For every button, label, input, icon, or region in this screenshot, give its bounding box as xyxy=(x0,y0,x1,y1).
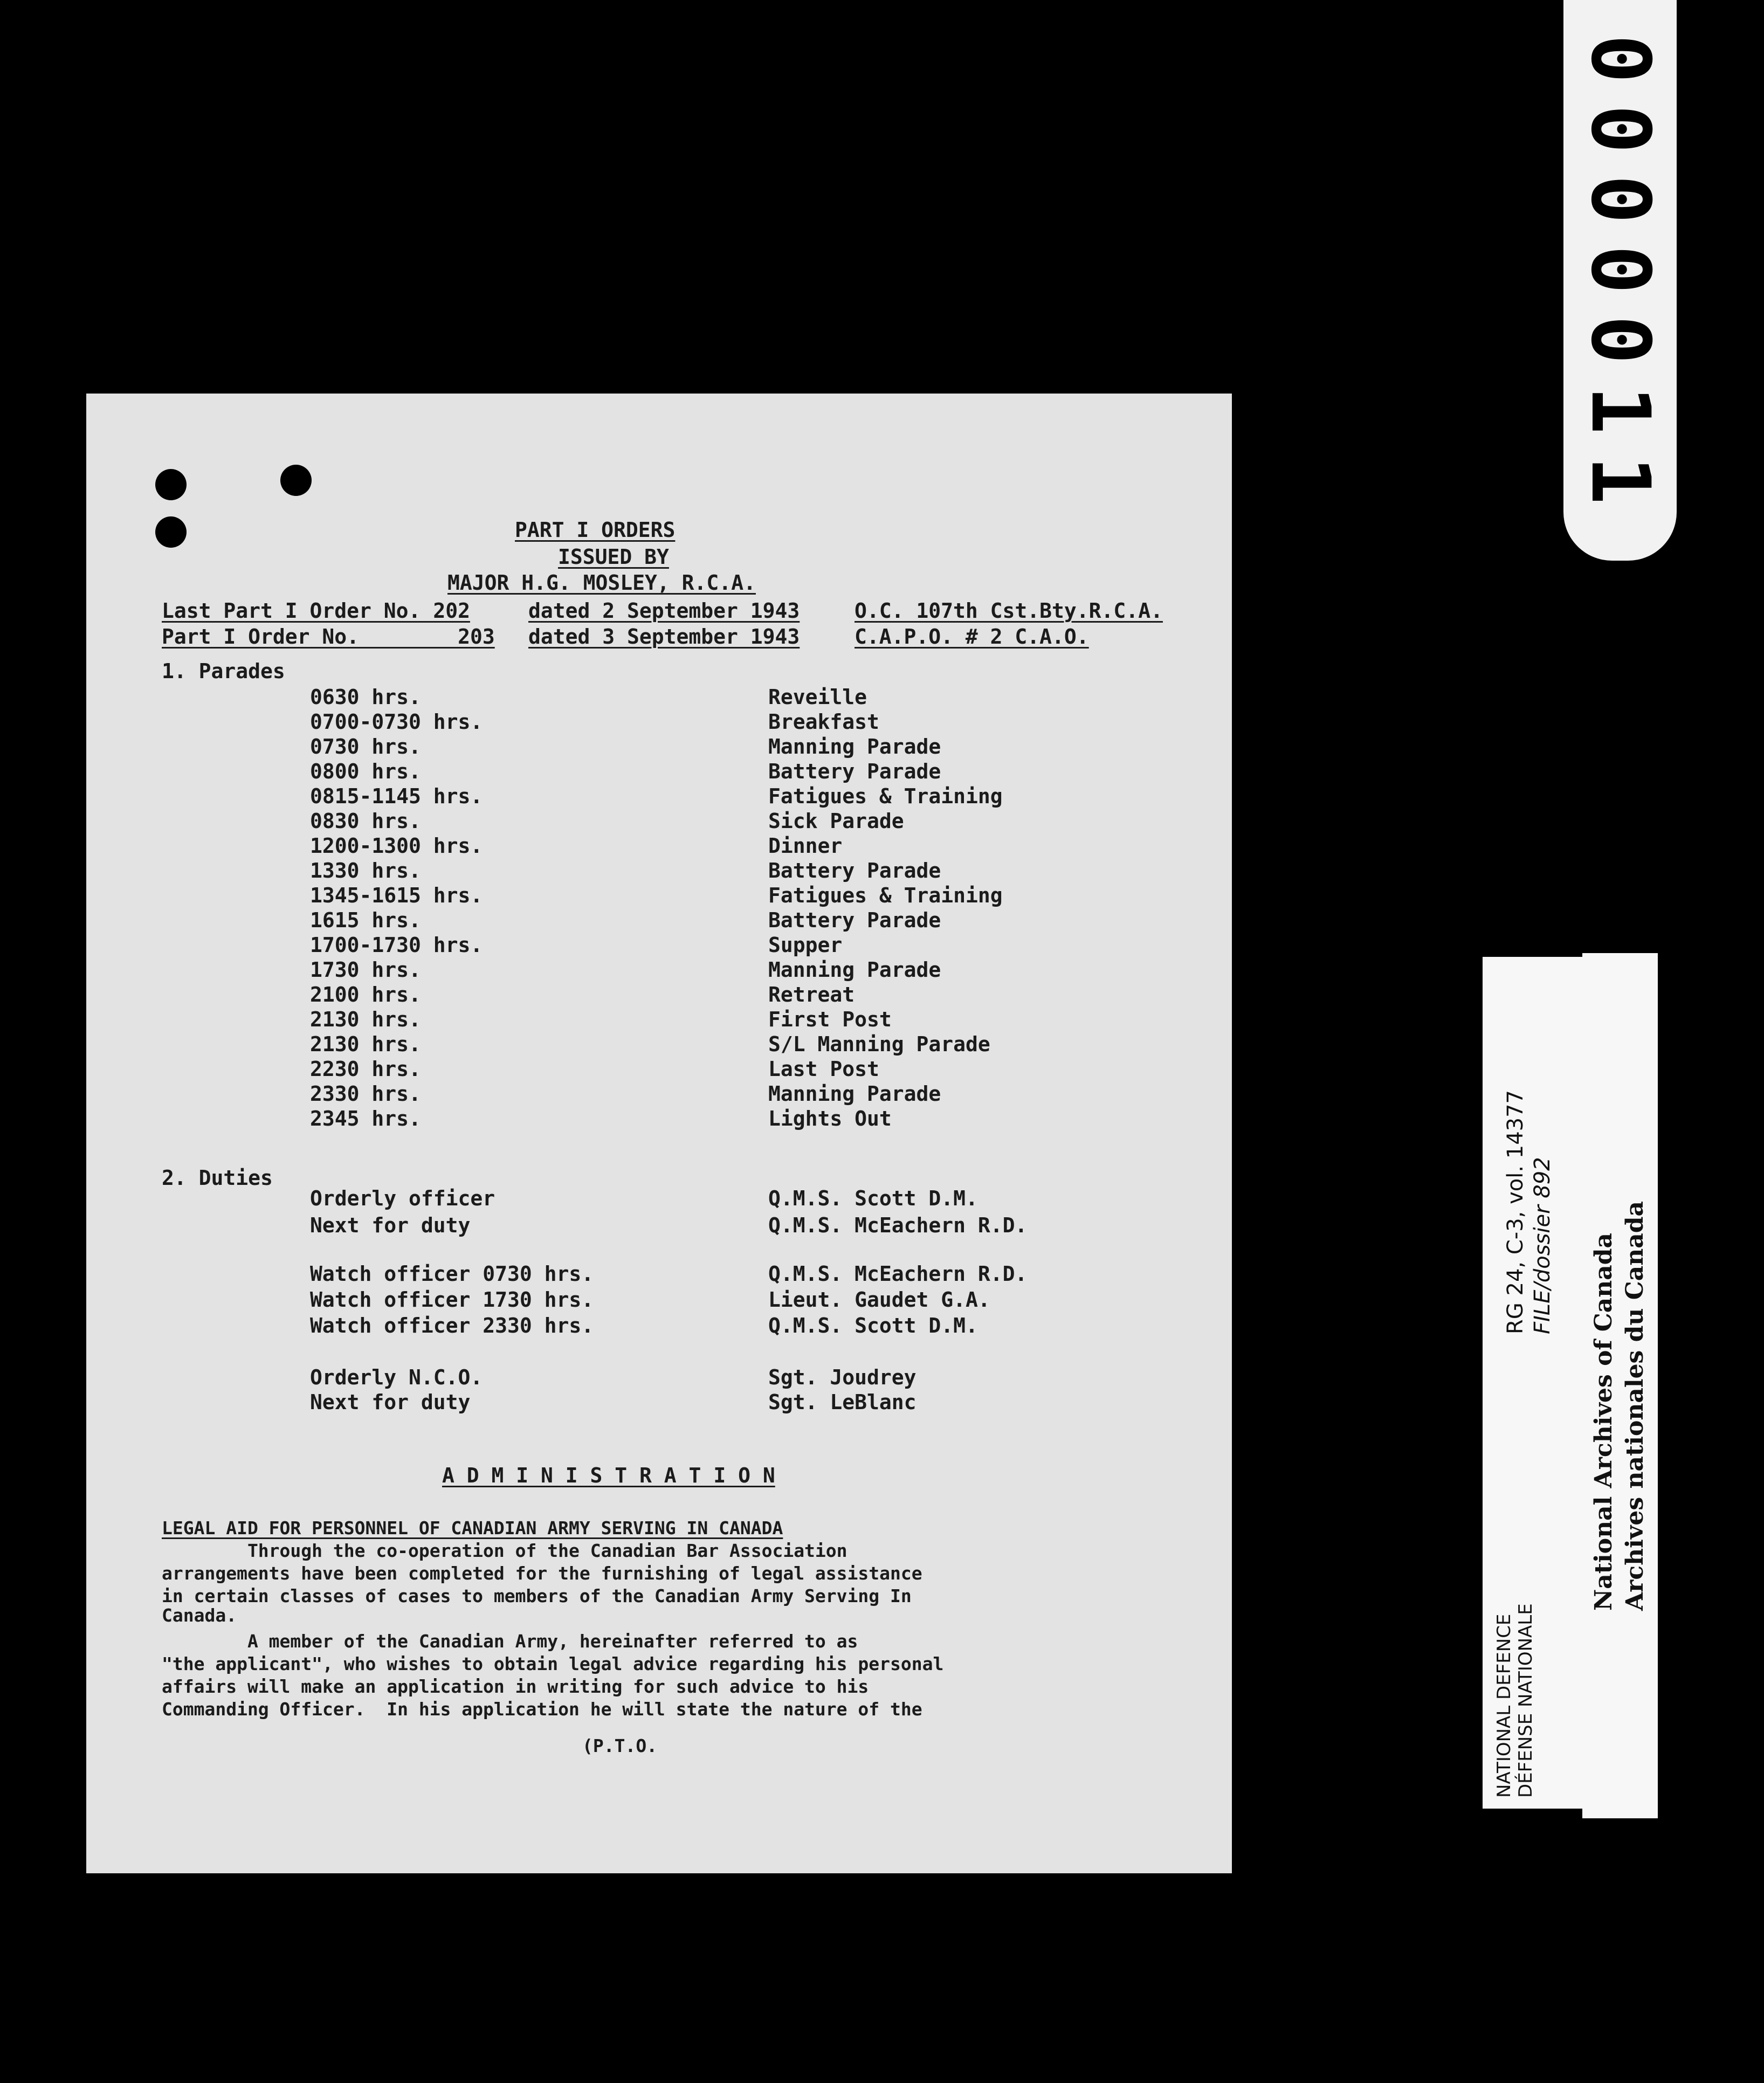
parade-event: Retreat xyxy=(768,983,855,1006)
parade-event: Fatigues & Training xyxy=(768,884,1003,907)
parade-time: 0730 hrs. xyxy=(310,735,421,758)
legal-aid-heading: LEGAL AID FOR PERSONNEL OF CANADIAN ARMY SERVING IN CANADA xyxy=(162,1518,783,1539)
parade-event: S/L Manning Parade xyxy=(768,1032,990,1056)
department-fr: DÉFENSE NATIONALE xyxy=(1515,1603,1536,1798)
punch-hole xyxy=(155,469,187,500)
parade-time: 2345 hrs. xyxy=(310,1107,421,1130)
duty-role: Next for duty xyxy=(310,1390,471,1414)
parade-event: Last Post xyxy=(768,1057,879,1081)
parade-time: 2230 hrs. xyxy=(310,1057,421,1081)
parade-event: Sick Parade xyxy=(768,809,904,833)
archive-file-number: FILE/dossier 892 xyxy=(1530,1157,1555,1334)
duty-name: Sgt. LeBlanc xyxy=(768,1390,917,1414)
parade-time: 0830 hrs. xyxy=(310,809,421,833)
issued-by: ISSUED BY xyxy=(558,545,669,569)
parade-event: Manning Parade xyxy=(768,958,941,982)
officer-name: MAJOR H.G. MOSLEY, R.C.A. xyxy=(447,571,756,595)
duty-name: Q.M.S. Scott D.M. xyxy=(768,1187,978,1210)
duty-role: Watch officer 0730 hrs. xyxy=(310,1262,594,1286)
duty-name: Q.M.S. McEachern R.D. xyxy=(768,1262,1028,1286)
parade-time: 1615 hrs. xyxy=(310,908,421,932)
duties-heading: 2. Duties xyxy=(162,1166,273,1190)
last-order-date: dated 2 September 1943 xyxy=(528,599,800,623)
duty-name: Q.M.S. McEachern R.D. xyxy=(768,1213,1028,1237)
body-line: Through the co-operation of the Canadian Bar Association xyxy=(162,1540,847,1561)
parade-time: 2100 hrs. xyxy=(310,983,421,1006)
postal-address: C.A.P.O. # 2 C.A.O. xyxy=(855,625,1089,649)
order-number-label: Part I Order No. 203 xyxy=(162,625,495,649)
duty-role: Next for duty xyxy=(310,1213,471,1237)
frame-number: 0000011 xyxy=(1573,34,1667,527)
department-en: NATIONAL DEFENCE xyxy=(1493,1613,1515,1798)
body-line: affairs will make an application in writing for such advice to his xyxy=(162,1676,869,1697)
parade-time: 0630 hrs. xyxy=(310,685,421,709)
duty-role: Watch officer 1730 hrs. xyxy=(310,1288,594,1312)
parade-event: Lights Out xyxy=(768,1107,892,1130)
body-line: arrangements have been completed for the furnishing of legal assistance xyxy=(162,1563,922,1584)
duty-name: Q.M.S. Scott D.M. xyxy=(768,1314,978,1337)
archive-reference: RG 24, C-3, vol. 14377 xyxy=(1503,1089,1528,1334)
archive-name-label xyxy=(1582,953,1658,1818)
parade-time: 1700-1730 hrs. xyxy=(310,933,483,957)
unit-name: O.C. 107th Cst.Bty.R.C.A. xyxy=(855,599,1163,623)
administration-heading: A D M I N I S T R A T I O N xyxy=(442,1464,775,1487)
archives-name-en: National Archives of Canada xyxy=(1590,1232,1617,1611)
please-turn-over: (P.T.O. xyxy=(582,1735,658,1756)
last-order-label: Last Part I Order No. 202 xyxy=(162,599,470,623)
order-date: dated 3 September 1943 xyxy=(528,625,800,649)
duty-role: Orderly N.C.O. xyxy=(310,1365,483,1389)
parade-time: 2130 hrs. xyxy=(310,1008,421,1031)
archive-reference-label xyxy=(1483,957,1582,1809)
parade-time: 1200-1300 hrs. xyxy=(310,834,483,858)
parade-time: 1330 hrs. xyxy=(310,859,421,882)
parade-time: 0800 hrs. xyxy=(310,760,421,783)
parade-time: 2330 hrs. xyxy=(310,1082,421,1106)
duty-role: Orderly officer xyxy=(310,1187,495,1210)
body-line: "the applicant", who wishes to obtain legal advice regarding his personal xyxy=(162,1653,944,1674)
parade-event: Reveille xyxy=(768,685,867,709)
body-line: A member of the Canadian Army, hereinafter referred to as xyxy=(162,1631,858,1652)
parade-time: 0700-0730 hrs. xyxy=(310,710,483,734)
parade-event: Breakfast xyxy=(768,710,879,734)
body-line: Commanding Officer. In his application he will state the nature of the xyxy=(162,1699,922,1720)
duty-name: Lieut. Gaudet G.A. xyxy=(768,1288,990,1312)
parade-event: Battery Parade xyxy=(768,908,941,932)
parade-event: Battery Parade xyxy=(768,859,941,882)
parade-event: Manning Parade xyxy=(768,735,941,758)
parades-heading: 1. Parades xyxy=(162,659,285,683)
archives-name-fr: Archives nationales du Canada xyxy=(1621,1201,1649,1611)
order-title: PART I ORDERS xyxy=(515,518,676,542)
punch-hole xyxy=(155,516,187,548)
frame-counter xyxy=(1563,0,1677,561)
body-line: Canada. xyxy=(162,1605,237,1626)
parade-time: 1730 hrs. xyxy=(310,958,421,982)
body-line: in certain classes of cases to members of the Canadian Army Serving In xyxy=(162,1585,912,1606)
document-page xyxy=(86,394,1232,1873)
duty-role: Watch officer 2330 hrs. xyxy=(310,1314,594,1337)
parade-event: Battery Parade xyxy=(768,760,941,783)
parade-event: Supper xyxy=(768,933,843,957)
parade-time: 2130 hrs. xyxy=(310,1032,421,1056)
parade-event: First Post xyxy=(768,1008,892,1031)
parade-time: 1345-1615 hrs. xyxy=(310,884,483,907)
parade-time: 0815-1145 hrs. xyxy=(310,784,483,808)
parade-event: Fatigues & Training xyxy=(768,784,1003,808)
duty-name: Sgt. Joudrey xyxy=(768,1365,917,1389)
parade-event: Manning Parade xyxy=(768,1082,941,1106)
punch-hole xyxy=(280,465,312,496)
parade-event: Dinner xyxy=(768,834,843,858)
